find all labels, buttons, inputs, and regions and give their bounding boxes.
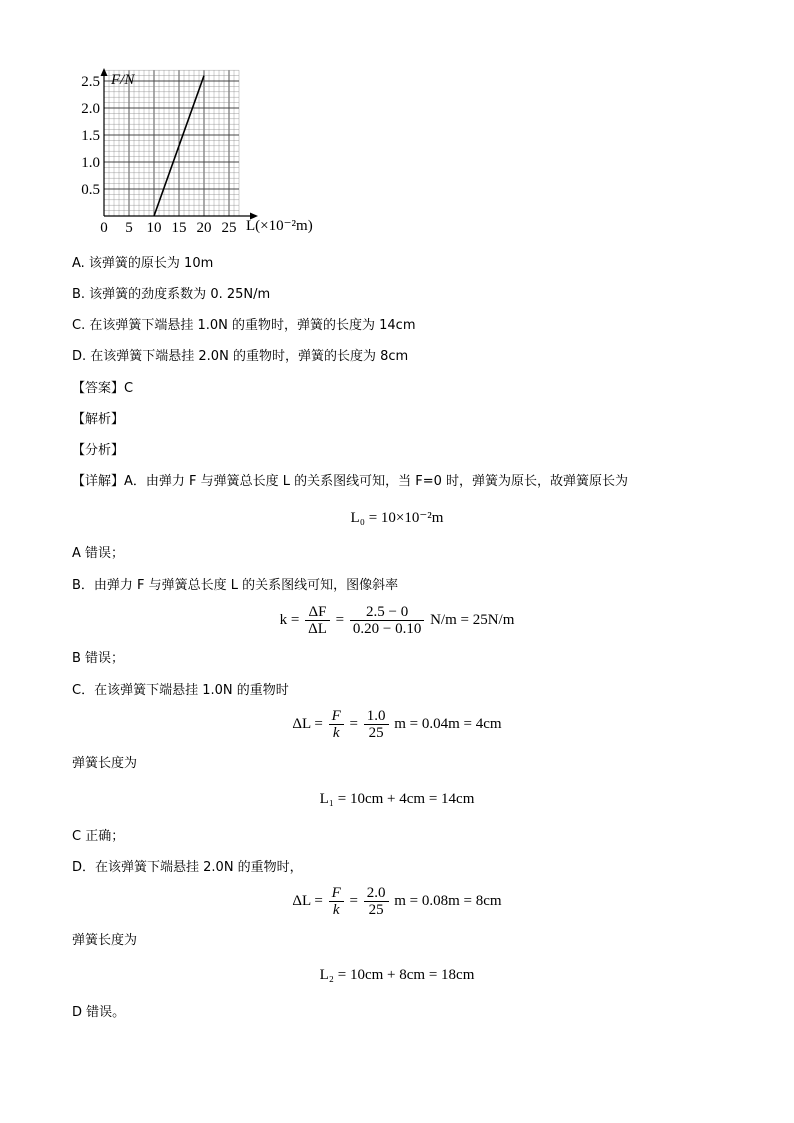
- detail-c-length-label: 弹簧长度为: [72, 756, 138, 771]
- eq-d-equals: =: [349, 892, 358, 909]
- eq-d-f2-den: 25: [368, 902, 384, 918]
- answer-line: 【答案】C: [72, 381, 134, 396]
- eq-slope-rhs: N/m = 25N/m: [430, 611, 515, 628]
- detail-c-text: C．在该弹簧下端悬挂 1.0N 的重物时: [72, 683, 289, 698]
- analysis-heading: 【解析】: [72, 412, 125, 427]
- fenxi-heading: 【分析】: [72, 443, 125, 458]
- eq-d-f1-num: F: [329, 885, 344, 902]
- eq-slope-fraction-1: [305, 604, 330, 637]
- eq-c-rhs: m = 0.04m = 4cm: [394, 715, 502, 732]
- detail-d-text: D．在该弹簧下端悬挂 2.0N 的重物时，: [72, 860, 303, 875]
- eq-slope-f2-den: 0.20 − 0.10: [352, 621, 422, 637]
- x-tick-label: 25: [221, 220, 237, 236]
- eq-slope-fraction-2: [350, 604, 424, 637]
- y-tick-label: 0.5: [81, 182, 100, 198]
- equation-length-d: L₂ = 10cm + 8cm = 18cm: [319, 967, 475, 983]
- y-tick-label: 1.5: [81, 128, 100, 144]
- equation-original-length: L₀ = 10×10⁻²m: [350, 510, 444, 526]
- equation-slope: [0, 604, 794, 637]
- eq-c-f1-num: F: [329, 708, 344, 725]
- eq-d-rhs: m = 0.08m = 8cm: [394, 892, 502, 909]
- eq-d-fraction-2: [364, 885, 389, 918]
- eq-c-fraction-1: [329, 708, 344, 741]
- equation-delta-l-d: [0, 885, 794, 918]
- detail-b-text: B．由弹力 F 与弹簧总长度 L 的关系图线可知，图像斜率: [72, 578, 399, 593]
- equation-delta-l-c: [0, 708, 794, 741]
- detail-c-result: C 正确；: [72, 829, 125, 844]
- eq-c-f1-den: k: [332, 725, 340, 741]
- eq-slope-f2-num: 2.5 − 0: [350, 604, 424, 621]
- x-tick-label: 20: [196, 220, 212, 236]
- x-tick-label: 10: [146, 220, 162, 236]
- eq-d-f2-num: 2.0: [364, 885, 389, 902]
- option-c: C. 在该弹簧下端悬挂 1.0N 的重物时，弹簧的长度为 14cm: [72, 318, 416, 333]
- detail-d-length-label: 弹簧长度为: [72, 933, 138, 948]
- equation-length-c: L₁ = 10cm + 4cm = 14cm: [319, 791, 475, 807]
- eq-c-lhs: ΔL =: [292, 715, 323, 732]
- x-axis-label: L(×10⁻²m): [246, 218, 313, 234]
- option-b: B. 该弹簧的劲度系数为 0. 25N/m: [72, 287, 271, 302]
- detail-b-result: B 错误；: [72, 651, 125, 666]
- eq-d-fraction-1: [329, 885, 344, 918]
- y-tick-label: 2.5: [81, 74, 100, 90]
- eq-d-lhs: ΔL =: [292, 892, 323, 909]
- eq-slope-equals: =: [335, 611, 345, 628]
- eq-d-f1-den: k: [332, 902, 340, 918]
- y-axis-label: F/N: [111, 72, 135, 88]
- eq-c-fraction-2: [364, 708, 389, 741]
- x-tick-label: 0: [100, 220, 108, 236]
- eq-c-f2-den: 25: [368, 725, 384, 741]
- eq-c-f2-num: 1.0: [364, 708, 389, 725]
- y-tick-label: 2.0: [81, 101, 100, 117]
- chart-grid: [104, 70, 239, 216]
- eq-slope-f1-den: ΔL: [308, 621, 327, 637]
- x-tick-label: 15: [171, 220, 187, 236]
- y-axis-arrow: [101, 68, 108, 76]
- eq-slope-f1-num: ΔF: [305, 604, 330, 621]
- option-d: D. 在该弹簧下端悬挂 2.0N 的重物时，弹簧的长度为 8cm: [72, 349, 409, 364]
- detail-a-text: 【详解】A．由弹力 F 与弹簧总长度 L 的关系图线可知，当 F=0 时，弹簧为原长，故弹簧原长为: [72, 474, 629, 489]
- y-tick-label: 1.0: [81, 155, 100, 171]
- eq-slope-lhs: k =: [279, 611, 300, 628]
- force-length-chart: [68, 62, 328, 242]
- x-tick-label: 5: [125, 220, 133, 236]
- detail-a-result: A 错误；: [72, 546, 125, 561]
- eq-c-equals: =: [349, 715, 358, 732]
- detail-d-result: D 错误。: [72, 1005, 126, 1020]
- option-a: A. 该弹簧的原长为 10m: [72, 256, 214, 271]
